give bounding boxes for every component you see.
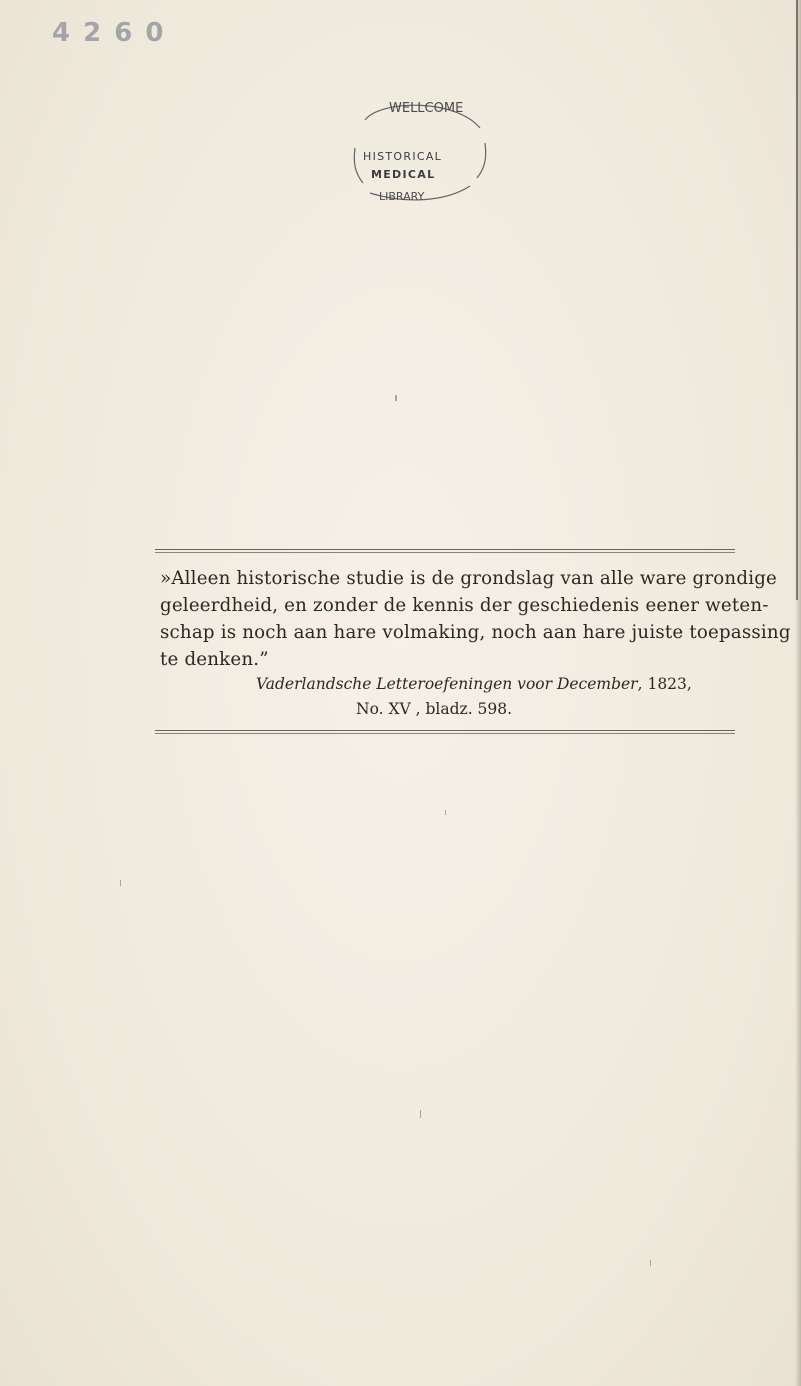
stamp-line-medical: MEDICAL <box>371 168 436 181</box>
top-rule <box>155 549 735 550</box>
epigraph-quote <box>160 565 791 673</box>
top-rule-inner <box>155 552 735 553</box>
quote-line: schap is noch aan hare volmaking, noch aan hare juiste toepassing <box>160 622 791 643</box>
quote-line: te denken.” <box>160 649 269 670</box>
paper-speck <box>395 395 397 401</box>
bottom-rule <box>155 730 735 731</box>
citation-year: , 1823, <box>637 675 692 693</box>
stamp-line-historical: HISTORICAL <box>363 150 443 163</box>
epigraph-citation <box>256 672 736 722</box>
citation-details: No. XV , bladz. 598. <box>356 700 513 718</box>
library-stamp <box>345 98 495 203</box>
stamp-arc-top: WELLCOME <box>389 101 464 116</box>
citation-source: Vaderlandsche Letteroefeningen voor December <box>256 675 638 693</box>
paper-speck <box>650 1260 651 1266</box>
page-edge-line <box>796 0 798 600</box>
paper-speck <box>445 810 446 815</box>
paper-speck <box>120 880 121 886</box>
shelfmark-number: 4 2 6 0 <box>52 18 166 48</box>
quote-line: geleerdheid, en zonder de kennis der geschiedenis eener weten- <box>160 595 769 616</box>
quote-line: »Alleen historische studie is de grondslag van alle ware grondige <box>160 568 778 589</box>
bottom-rule-inner <box>155 733 735 734</box>
paper-speck <box>420 1110 421 1118</box>
stamp-arc-bottom: LIBRARY <box>379 190 425 203</box>
